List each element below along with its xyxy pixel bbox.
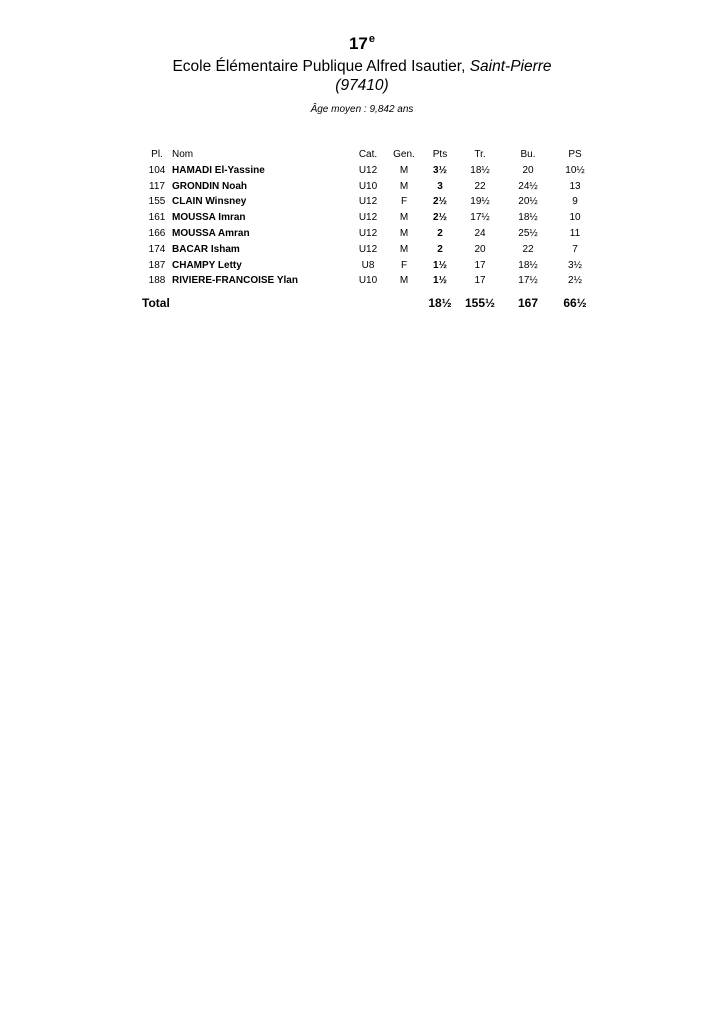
cell-place: 155 <box>148 196 166 208</box>
results-table <box>142 147 596 313</box>
cell-gender: M <box>399 212 409 224</box>
table-row <box>142 242 596 258</box>
cell-bu: 18½ <box>518 259 538 271</box>
school-city: Saint-Pierre <box>469 58 552 75</box>
cell-points: 2½ <box>433 196 447 208</box>
cell-ps: 7 <box>572 243 578 255</box>
cell-points: 2 <box>437 227 443 239</box>
cell-bu: 25½ <box>518 227 538 239</box>
table-row <box>142 273 596 289</box>
cell-bu: 24½ <box>518 180 538 192</box>
cell-gender: F <box>400 196 408 208</box>
cell-category: U10 <box>358 180 378 192</box>
cell-gender: F <box>400 259 408 271</box>
total-row <box>142 289 596 313</box>
cell-place: 117 <box>149 180 165 192</box>
cell-category: U8 <box>361 259 375 271</box>
school-name: Ecole Élémentaire Publique Alfred Isautier, <box>172 58 466 75</box>
team-rank <box>0 33 724 54</box>
cell-tr: 20 <box>474 243 486 255</box>
cell-bu: 20½ <box>518 196 538 208</box>
cell-name: MOUSSA Amran <box>172 227 250 239</box>
cell-bu: 18½ <box>518 212 538 224</box>
cell-ps: 11 <box>569 227 581 239</box>
cell-gender: M <box>399 243 409 255</box>
cell-category: U12 <box>358 164 378 176</box>
col-header-ps: PS <box>568 149 582 160</box>
cell-tr: 22 <box>474 180 486 192</box>
cell-name: GRONDIN Noah <box>172 180 247 192</box>
total-label: Total <box>142 296 170 311</box>
cell-name: HAMADI El-Yassine <box>172 164 265 176</box>
cell-place: 161 <box>148 212 166 224</box>
cell-bu: 22 <box>522 243 534 255</box>
table-row <box>142 210 596 226</box>
cell-name: RIVIERE-FRANCOISE Ylan <box>172 275 298 287</box>
cell-tr: 18½ <box>470 164 490 176</box>
cell-ps: 13 <box>569 180 581 192</box>
table-row <box>142 194 596 210</box>
rank-number: 17 <box>348 34 368 53</box>
cell-ps: 3½ <box>568 259 582 271</box>
cell-name: CHAMPY Letty <box>172 259 242 271</box>
cell-points: 2 <box>437 243 443 255</box>
cell-tr: 17½ <box>470 212 490 224</box>
total-ps: 66½ <box>563 296 587 311</box>
school-postal-code: (97410) <box>335 77 389 94</box>
col-header-gender: Gen. <box>393 149 415 160</box>
cell-place: 187 <box>148 259 166 271</box>
average-age: Âge moyen : 9,842 ans <box>310 104 414 115</box>
cell-points: 3 <box>437 180 443 192</box>
cell-points: 2½ <box>433 212 447 224</box>
total-bu: 167 <box>517 296 539 311</box>
col-header-points: Pts <box>432 149 448 160</box>
school-heading <box>0 57 724 95</box>
cell-category: U12 <box>358 196 378 208</box>
cell-category: U12 <box>358 227 378 239</box>
cell-tr: 19½ <box>470 196 490 208</box>
cell-name: BACAR Isham <box>172 243 240 255</box>
cell-place: 188 <box>148 275 166 287</box>
table-row <box>142 258 596 274</box>
cell-points: 1½ <box>433 275 447 287</box>
table-body <box>142 163 596 289</box>
col-header-category: Cat. <box>358 149 378 160</box>
rank-suffix: e <box>368 33 376 45</box>
cell-tr: 17 <box>474 259 486 271</box>
col-header-tr: Tr. <box>474 149 486 160</box>
table-row <box>142 179 596 195</box>
cell-ps: 2½ <box>568 275 582 287</box>
cell-gender: M <box>399 164 409 176</box>
cell-gender: M <box>399 180 409 192</box>
cell-ps: 9 <box>572 196 578 208</box>
cell-category: U10 <box>358 275 378 287</box>
cell-place: 166 <box>148 227 166 239</box>
cell-bu: 17½ <box>518 275 538 287</box>
table-row <box>142 163 596 179</box>
col-header-bu: Bu. <box>520 149 536 160</box>
cell-category: U12 <box>358 243 378 255</box>
table-header-row <box>142 147 596 163</box>
cell-name: CLAIN Winsney <box>172 196 247 208</box>
cell-points: 3½ <box>433 164 447 176</box>
col-header-place: Pl. <box>151 149 163 160</box>
total-tr: 155½ <box>464 296 496 311</box>
cell-gender: M <box>399 275 409 287</box>
cell-bu: 20 <box>522 164 534 176</box>
total-points: 18½ <box>428 296 452 311</box>
cell-category: U12 <box>358 212 378 224</box>
cell-points: 1½ <box>433 259 447 271</box>
table-row <box>142 226 596 242</box>
cell-ps: 10 <box>569 212 581 224</box>
cell-gender: M <box>399 227 409 239</box>
cell-ps: 10½ <box>565 164 585 176</box>
col-header-name: Nom <box>172 149 194 160</box>
cell-name: MOUSSA Imran <box>172 212 246 224</box>
cell-place: 174 <box>148 243 166 255</box>
cell-tr: 17 <box>474 275 486 287</box>
cell-place: 104 <box>148 164 166 176</box>
cell-tr: 24 <box>474 227 486 239</box>
